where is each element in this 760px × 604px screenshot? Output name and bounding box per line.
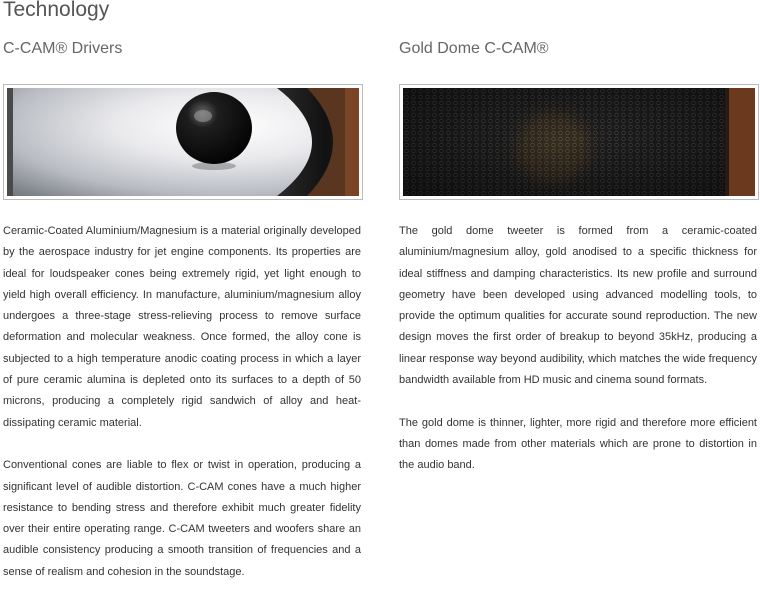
gold-dome-heading: Gold Dome C-CAM®: [399, 40, 549, 57]
body-paragraph: The gold dome is thinner, lighter, more rigid and therefore more efficient than domes made from other materials which are prone to distortion in the audio band.: [399, 416, 757, 472]
body-paragraph: Ceramic-Coated Aluminium/Magnesium is a material originally developed by the aerospace industry for jet engine components. Its properties are ideal for loudspeaker cones being extremely rigid, yet light enough to yield high overall efficiency. In manufacture, aluminium/magnesium alloy undergoes a three-stage stress-relieving process to remove surface deformation and molecular weakness. Once formed, the alloy cone is subjected to a high temperature anodic coating process in which a layer of pure ceramic alumina is depleted onto its surfaces to a depth of 50 microns, producing a completely rigid sandwich of alloy and heat-dissipating ceramic material.: [3, 225, 361, 429]
body-paragraph: The gold dome tweeter is formed from a ceramic-coated aluminium/magnesium alloy, gold anodised to a specific thickness for ideal stiffness and damping characteristics. Its new profile and surround geometry have been developed using advanced modelling tools, to provide the optimum qualities for accurate sound reproduction. The new design moves the first order of breakup to beyond 35kHz, producing a linear response way beyond audibility, which matches the wide frequency bandwidth available from HD music and cinema sound formats.: [399, 225, 757, 387]
speaker-cone-illustration: [7, 88, 359, 196]
page-title: Technology: [3, 0, 110, 21]
body-paragraph: Conventional cones are liable to flex or twist in operation, producing a significant level of audible distortion. C-CAM cones have a much higher resistance to bending stress and therefore exhibit much greater fidelity over their entire operating range. C-CAM tweeters and woofers share an audible consistency producing a smooth transition of frequencies and a sense of realism and cohesion in the soundstage.: [3, 459, 361, 578]
c-cam-drivers-heading: C-CAM® Drivers: [3, 40, 123, 57]
gold-dome-tweeter-illustration: [403, 88, 755, 196]
gold-dome-tweeter-image: [403, 88, 755, 196]
c-cam-drivers-body: [3, 221, 361, 604]
c-cam-drivers-image-frame: [3, 84, 363, 200]
gold-dome-image-frame: [399, 84, 759, 200]
speaker-cone-image: [7, 88, 359, 196]
gold-dome-body: [399, 221, 757, 498]
